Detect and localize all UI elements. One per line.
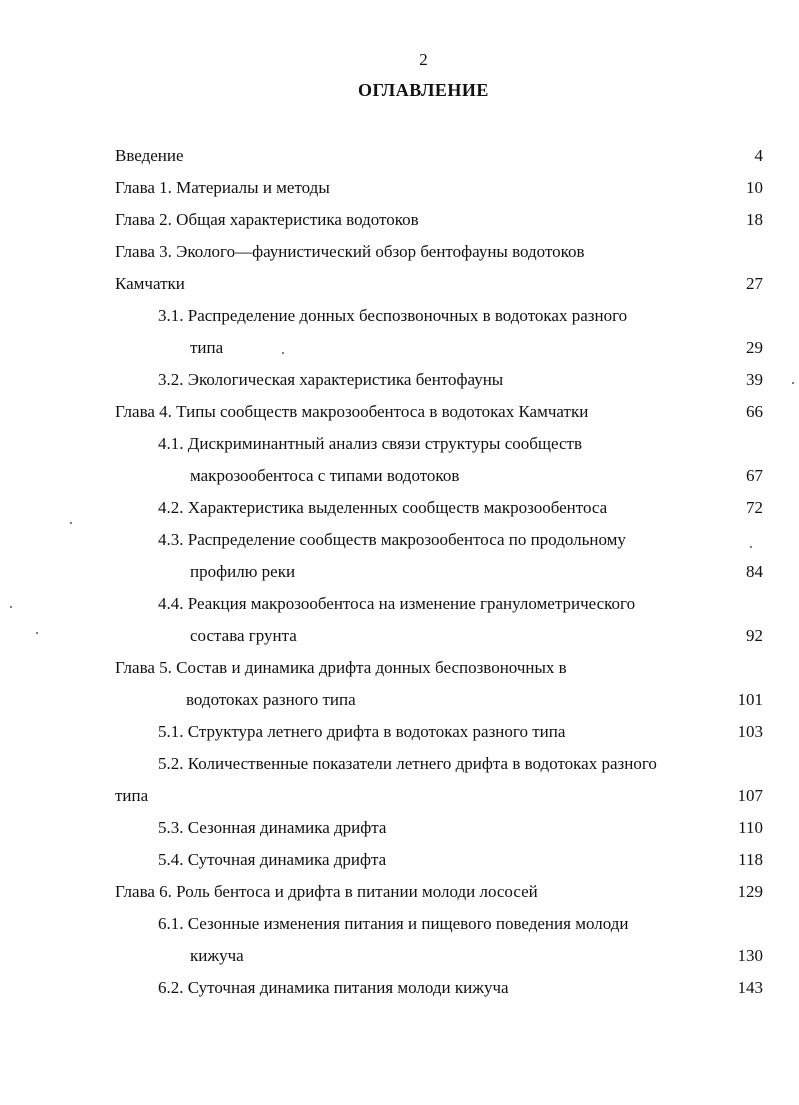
toc-entry-page: 107	[737, 786, 763, 805]
toc-entry-text: 3.2. Экологическая характеристика бентофауны	[158, 370, 504, 389]
page-number: 2	[419, 50, 428, 69]
toc-entry-text: 4.2. Характеристика выделенных сообществ макрозообентоса	[158, 498, 608, 517]
toc-entry-page: 92	[746, 626, 763, 645]
scan-speck	[10, 606, 12, 608]
toc-entry-text: кижуча	[190, 946, 244, 965]
scan-speck	[750, 546, 752, 548]
toc-entry-text: 4.1. Дискриминантный анализ связи структуры сообществ	[158, 434, 582, 453]
toc-entry-page: 18	[746, 210, 763, 229]
toc-title: ОГЛАВЛЕНИЕ	[358, 80, 489, 100]
toc-entry-page: 129	[737, 882, 763, 901]
toc-entry-text: Камчатки	[115, 274, 185, 293]
toc-entry-page: 67	[746, 466, 763, 485]
toc-entry-page: 130	[737, 946, 763, 965]
toc-entry-page: 10	[746, 178, 763, 197]
toc-entry-text: Введение	[115, 146, 184, 165]
toc-entry-text: 4.4. Реакция макрозообентоса на изменение гранулометрического	[158, 594, 636, 613]
toc-entry-text: типа	[115, 786, 149, 805]
toc-entry-text: Глава 3. Эколого—фаунистический обзор бентофауны водотоков	[115, 242, 585, 261]
toc-entry-text: типа	[190, 338, 224, 357]
toc-entry-page: 72	[746, 498, 763, 517]
toc-entry-page: 27	[746, 274, 763, 293]
toc-entry-page: 101	[737, 690, 763, 709]
toc-entry-page: 118	[738, 850, 763, 869]
scan-speck	[70, 522, 72, 524]
toc-entry-text: макрозообентоса с типами водотоков	[190, 466, 460, 485]
toc-entry-page: 143	[737, 978, 763, 997]
toc-entry-text: Глава 2. Общая характеристика водотоков	[115, 210, 419, 229]
scan-speck	[282, 352, 284, 354]
toc-entry-text: водотоках разного типа	[186, 690, 356, 709]
toc-entry-text: 5.3. Сезонная динамика дрифта	[158, 818, 387, 837]
toc-entry-text: Глава 5. Состав и динамика дрифта донных беспозвоночных в	[115, 658, 567, 677]
toc-entry-text: Глава 4. Типы сообществ макрозообентоса в водотоках Камчатки	[115, 402, 589, 421]
toc-entry-text: 5.1. Структура летнего дрифта в водотоках разного типа	[158, 722, 566, 741]
toc-entry-page: 84	[746, 562, 763, 581]
toc-entry-text: 5.4. Суточная динамика дрифта	[158, 850, 387, 869]
toc-entry-text: состава грунта	[190, 626, 297, 645]
toc-entry-page: 4	[754, 146, 763, 165]
toc-entry-text: 3.1. Распределение донных беспозвоночных в водотоках разного	[158, 306, 628, 325]
toc-entry-page: 103	[737, 722, 763, 741]
toc-entry-text: профилю реки	[190, 562, 296, 581]
toc-entry-page: 110	[738, 818, 763, 837]
toc-entry-text: 5.2. Количественные показатели летнего дрифта в водотоках разного	[158, 754, 657, 773]
scan-speck	[36, 632, 38, 634]
toc-entry-page: 66	[746, 402, 763, 421]
scan-speck	[792, 382, 794, 384]
toc-entry-text: 6.1. Сезонные изменения питания и пищевого поведения молоди	[158, 914, 629, 933]
toc-entry-text: 6.2. Суточная динамика питания молоди кижуча	[158, 978, 509, 997]
toc-entry-text: 4.3. Распределение сообществ макрозообентоса по продольному	[158, 530, 626, 549]
toc-entry-page: 39	[746, 370, 763, 389]
toc-entry-page: 29	[746, 338, 763, 357]
toc-entry-text: Глава 1. Материалы и методы	[115, 178, 330, 197]
toc-entry-text: Глава 6. Роль бентоса и дрифта в питании молоди лососей	[115, 882, 538, 901]
